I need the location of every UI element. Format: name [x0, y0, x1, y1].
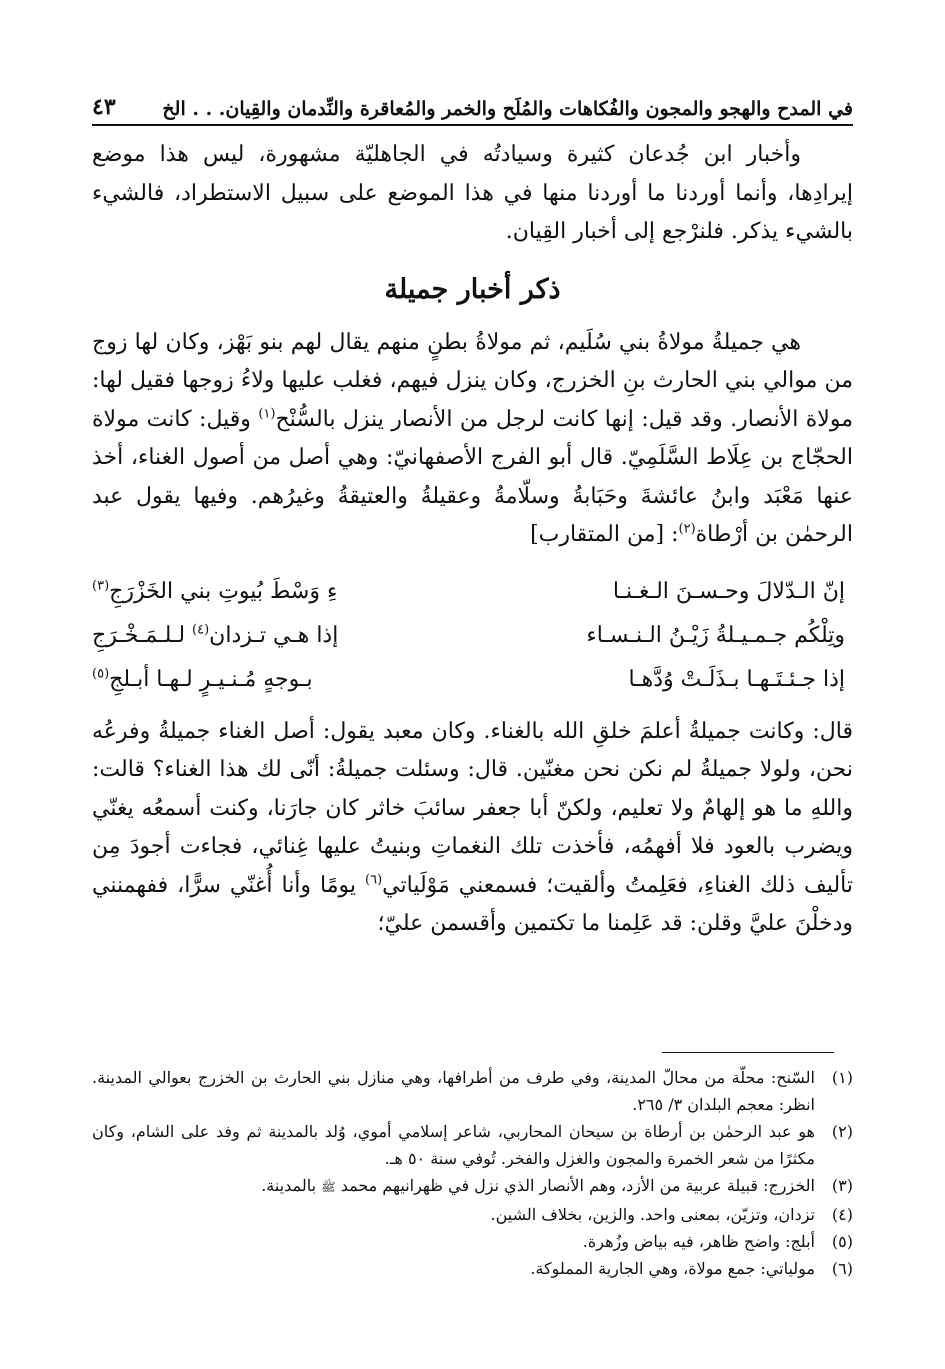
verse-text: إذا هـي تـزدان [209, 623, 339, 649]
verse-first-hemistich: إنّ الـدّلالَ وحـسـنَ الـغـنـا [612, 579, 845, 605]
footnote-text: تزدان، وتزيّن، بمعنى واحد. والزين، بخلاف الشين. [490, 1205, 815, 1224]
footnote-item [92, 1228, 853, 1255]
verse-text: بـوجهٍ مُـنـيـرٍ لـهـا أبـلجِ [109, 667, 313, 693]
verse-second-hemistich [92, 661, 438, 700]
footnote-text [92, 1172, 815, 1201]
running-header-title: في المدح والهجو والمجون والفُكاهات والمُلَح والخمر والمُعاقرة والنِّدمان والقِيان. . . الخ [162, 98, 853, 120]
footnote-number: (٦) [831, 1259, 853, 1278]
poem [92, 571, 853, 703]
paragraph-text: هي جميلةُ مولاةُ بني سُلَيم، ثم مولاةُ بطنٍ منهم يقال لهم بنو بَهْز، وكان لها زوج من موالي بني الحارث بنِ الخزرج، وكان ينزل فيهم، فغلب عليها ولاءُ زوجها فقيل لها: مولاة الأنصار. وقد قيل: إنها كانت لرجل من الأنصار ينزل بالسُّنْح [92, 329, 853, 432]
intro-paragraph: وأخبار ابن جُدعان كثيرة وسيادتُه في الجاهليّة مشهورة، ليس هذا موضع إيرادِها، وأنما أوردنا ما أوردنا منها في هذا الموضع على سبيل الاستطراد، فالشيء بالشيء يذكر. فلنرْجع إلى أخبار القِيان. [92, 142, 853, 244]
verse-first-hemistich: إذا جـئـتَـهـا بـذَلَـتْ وُدَّهـا [628, 667, 845, 693]
main-text [92, 136, 853, 944]
verse-text: لـلـمَـخْـرَجِ [92, 623, 193, 649]
footnote-ref-1[interactable]: (١) [258, 406, 276, 422]
paragraph-text: يومًا وأنا أُغنّي سرًّا، ففهمنني ودخلْنَ عليَّ وقلن: قد عَلِمنا ما تكتمين وأقسمن عليّ؛ [92, 872, 853, 936]
running-header [92, 80, 853, 120]
footnote-number: (١) [831, 1068, 853, 1087]
footnote-number: (٣) [831, 1176, 853, 1195]
footnote-text: مولياتي: جمع مولاة، وهي الجارية المملوكة. [530, 1259, 815, 1278]
verse-second-hemistich [92, 573, 438, 612]
salutation-glyph: ﷺ [321, 1180, 336, 1194]
footnote-item [92, 1201, 853, 1228]
paragraph-text: قال: وكانت جميلةُ أعلمَ خلقِ الله بالغناء. وكان معبد يقول: أصل الغناء جميلةُ وفرعُه نحن، ولولا جميلةُ لم نكن نحن مغنّين. قال: وسئلت جميلةُ: أنّى لك هذا الغناء؟ قالت: واللهِ ما هو إلهامٌ ولا تعليم، ولكنّ أبا جعفر سائبَ خاثر كان جارَنا، وكنت أسمعُه يغنّي ويضرب بالعود فلا أفهمُه، فأخذت تلك النغماتِ وبنيتُ عليها غِنائي، فجاءت أجودَ مِن تأليف ذلك الغناءِ، فعَلِمتُ وألقيت؛ فسمعني مَوْلَياتي [92, 718, 853, 898]
footnote-number: (٤) [831, 1205, 853, 1224]
footnote-number: (٥) [831, 1232, 853, 1251]
footnotes [92, 1064, 853, 1282]
verse-line [92, 615, 853, 659]
footnote-rule [662, 1052, 834, 1053]
verse-text: ءِ وَسْطَ بُيوتِ بني الخَزْرَجِ [109, 579, 338, 605]
page-number: ٤٣ [92, 94, 116, 120]
footnote-text: هو عبد الرحمٰن بن أرطاة بن سيحان المحاربي، شاعر إسلامي أموي، وُلد بالمدينة ثم وفد على الشام، وكان مكثرًا من شعر الخمرة والمجون والغزل والفخر. تُوفي سنة ٥٠ هـ. [92, 1122, 815, 1168]
footnote-item [92, 1064, 853, 1118]
footnote-text-part: الخزرج: قبيلة عربية من الأزد، وهم الأنصار الذي نزل في ظهرانيهم محمد [340, 1176, 815, 1195]
footnote-ref-3[interactable]: (٣) [92, 578, 110, 594]
meter-note: : [من المتقارب] [530, 522, 679, 547]
footnote-ref-5[interactable]: (٥) [92, 666, 110, 682]
footnote-text: السّنح: محلّة من محالّ المدينة، وفي طرف من أطرافها، وهي منازل بني الحارث بن الخزرج بعوالي المدينة. انظر: معجم البلدان ٣/ ٢٦٥. [92, 1068, 815, 1114]
footnote-ref-6[interactable]: (٦) [365, 872, 383, 888]
footnote-text-part: بالمدينة. [261, 1176, 322, 1195]
header-rule [92, 124, 853, 126]
footnote-item [92, 1118, 853, 1172]
verse-first-hemistich: وتِلْكُم جـمـيـلةُ زَيْـنُ الـنـسـاء [586, 623, 845, 649]
paragraph-jamila-bio [92, 324, 853, 555]
paragraph-text: وقيل: كانت مولاة الحجّاج بن عِلَاط السَّلَمِيّ. قال أبو الفرج الأصفهانيّ: وهي أصل من أصول الغناء، أخذ عنها مَعْبَد وابنُ عائشةَ وحَبَابةُ وسلّامةُ وعقيلةُ والعتيقةُ وغيرُهم. وفيها يقول عبد الرحمٰن بن أرْطاة [92, 406, 853, 547]
paragraph-jamila-sayings [92, 713, 853, 944]
footnote-ref-4[interactable]: (٤) [192, 622, 210, 638]
footnote-ref-2[interactable]: (٢) [678, 521, 696, 537]
verse-second-hemistich [92, 617, 438, 656]
footnote-number: (٢) [831, 1122, 853, 1141]
verse-line [92, 659, 853, 703]
verse-line [92, 571, 853, 615]
footnote-text: أبلج: واضح ظاهر، فيه بياض وزُهرة. [582, 1232, 815, 1251]
footnote-item [92, 1172, 853, 1201]
footnote-item [92, 1255, 853, 1282]
section-title: ذكر أخبار جميلة [384, 273, 561, 305]
